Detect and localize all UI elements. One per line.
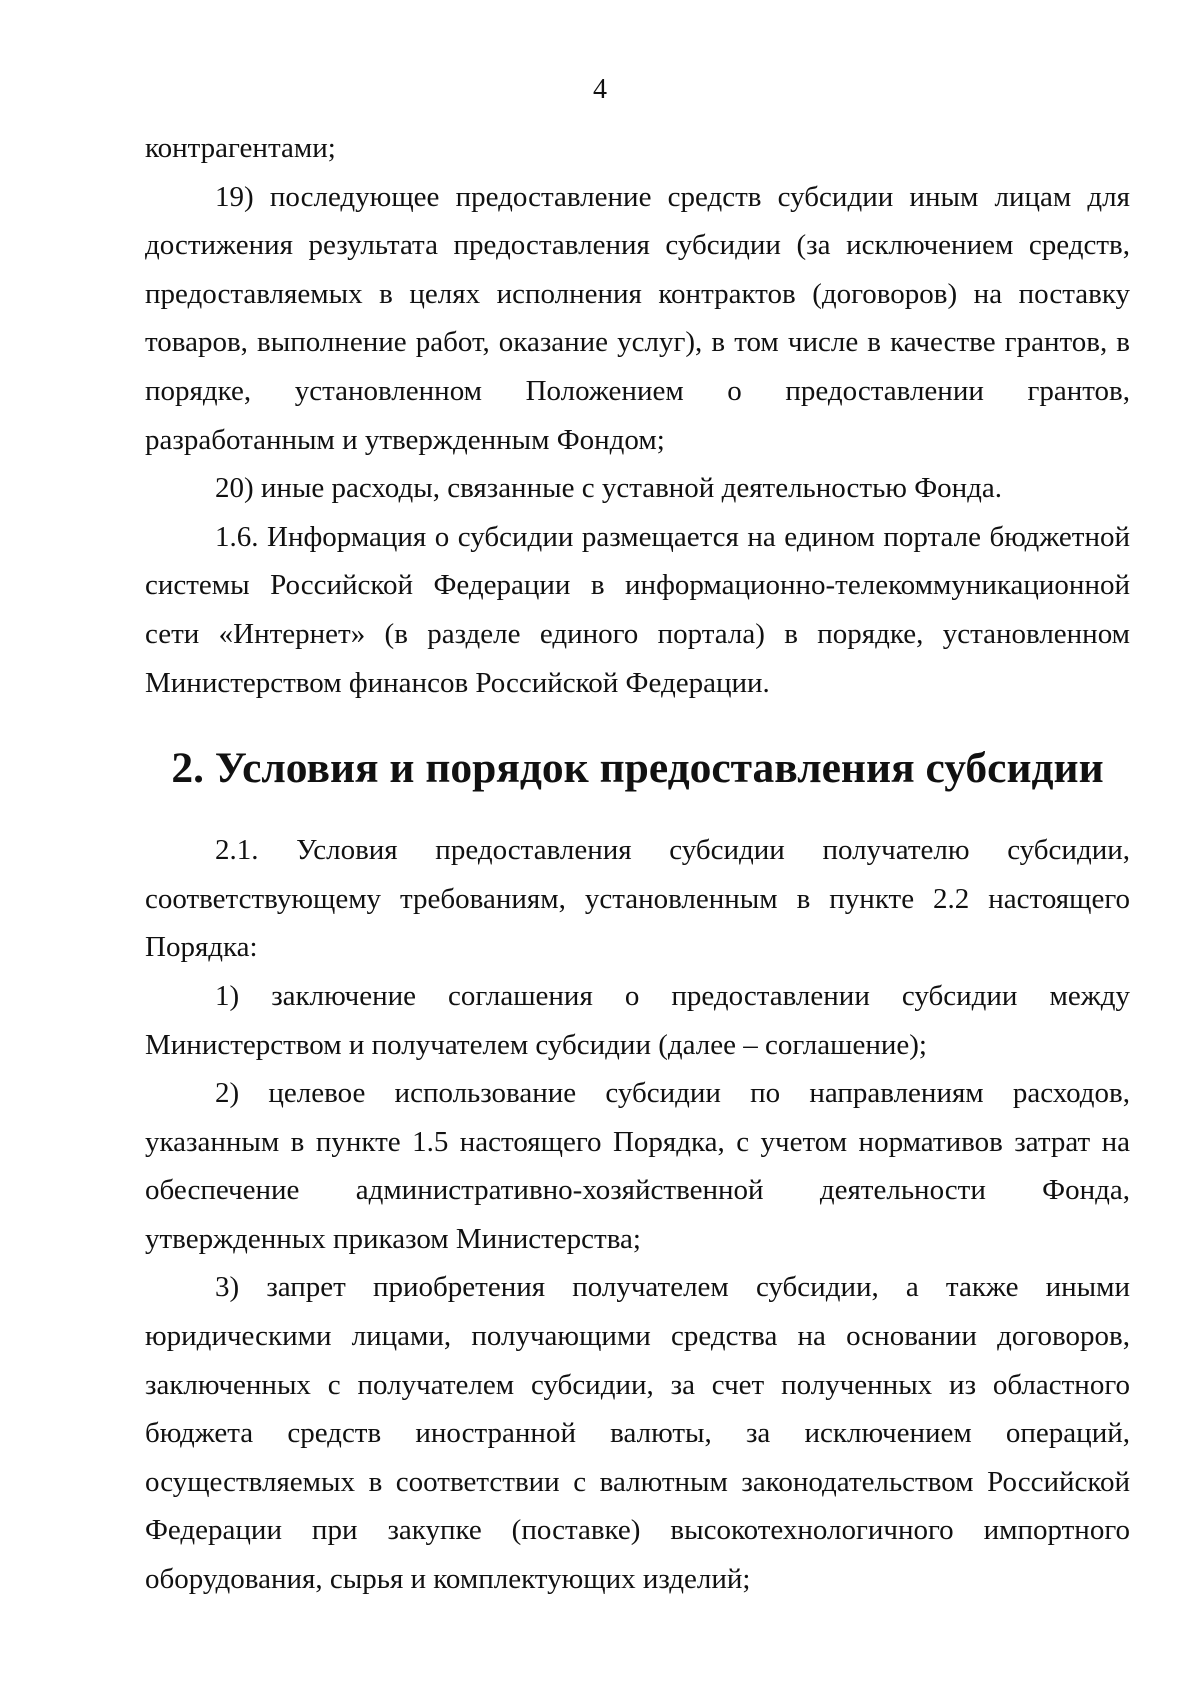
list-item-20: 20) иные расходы, связанные с уставной деятельностью Фонда. [215,472,1003,505]
clause-1-6: 1.6. Информация о субсидии размещается на едином портале бюджетной системы Российской Федерации в информационно-телекоммуникационной сети «Интернет» (в разделе единого портала) в порядке, установленном Министерством финансов Российской Федерации. [145,520,1130,699]
condition-item-1: 1) заключение соглашения о предоставлении субсидии между Министерством и получателем субсидии (далее – соглашение); [145,979,1130,1061]
page-number: 4 [593,74,607,105]
clause-2-1: 2.1. Условия предоставления субсидии получателю субсидии, соответствующему требованиям, установленным в пункте 2.2 настоящего Порядка: [145,834,1130,964]
section-heading: 2. Условия и порядок предоставления субсидии [171,744,1104,793]
document-body [145,124,1130,1604]
paragraph-continuation: контрагентами; [145,132,336,164]
condition-item-2: 2) целевое использование субсидии по направлениям расходов, указанным в пункте 1.5 настоящего Порядка, с учетом нормативов затрат на обеспечение административно-хозяйственной деятельности Фонда, утвержденных приказом Министерства; [145,1077,1130,1255]
condition-item-3: 3) запрет приобретения получателем субсидии, а также иными юридическими лицами, получающими средства на основании договоров, заключенных с получателем субсидии, за счет полученных из областного бюджета средств иностранной валюты, за исключением операций, осуществляемых в соответствии с валютным законодательством Российской Федерации при закупке (поставке) высокотехнологичного импортного оборудования, сырья и комплектующих изделий; [145,1271,1130,1596]
list-item-19: 19) последующее предоставление средств субсидии иным лицам для достижения результата предоставления субсидии (за исключением средств, предоставляемых в целях исполнения контрактов (договоров) на поставку товаров, выполнение работ, оказание услуг), в том числе в качестве грантов, в порядке, установленном Положением о предоставлении грантов, разработанным и утвержденным Фондом; [145,180,1130,456]
